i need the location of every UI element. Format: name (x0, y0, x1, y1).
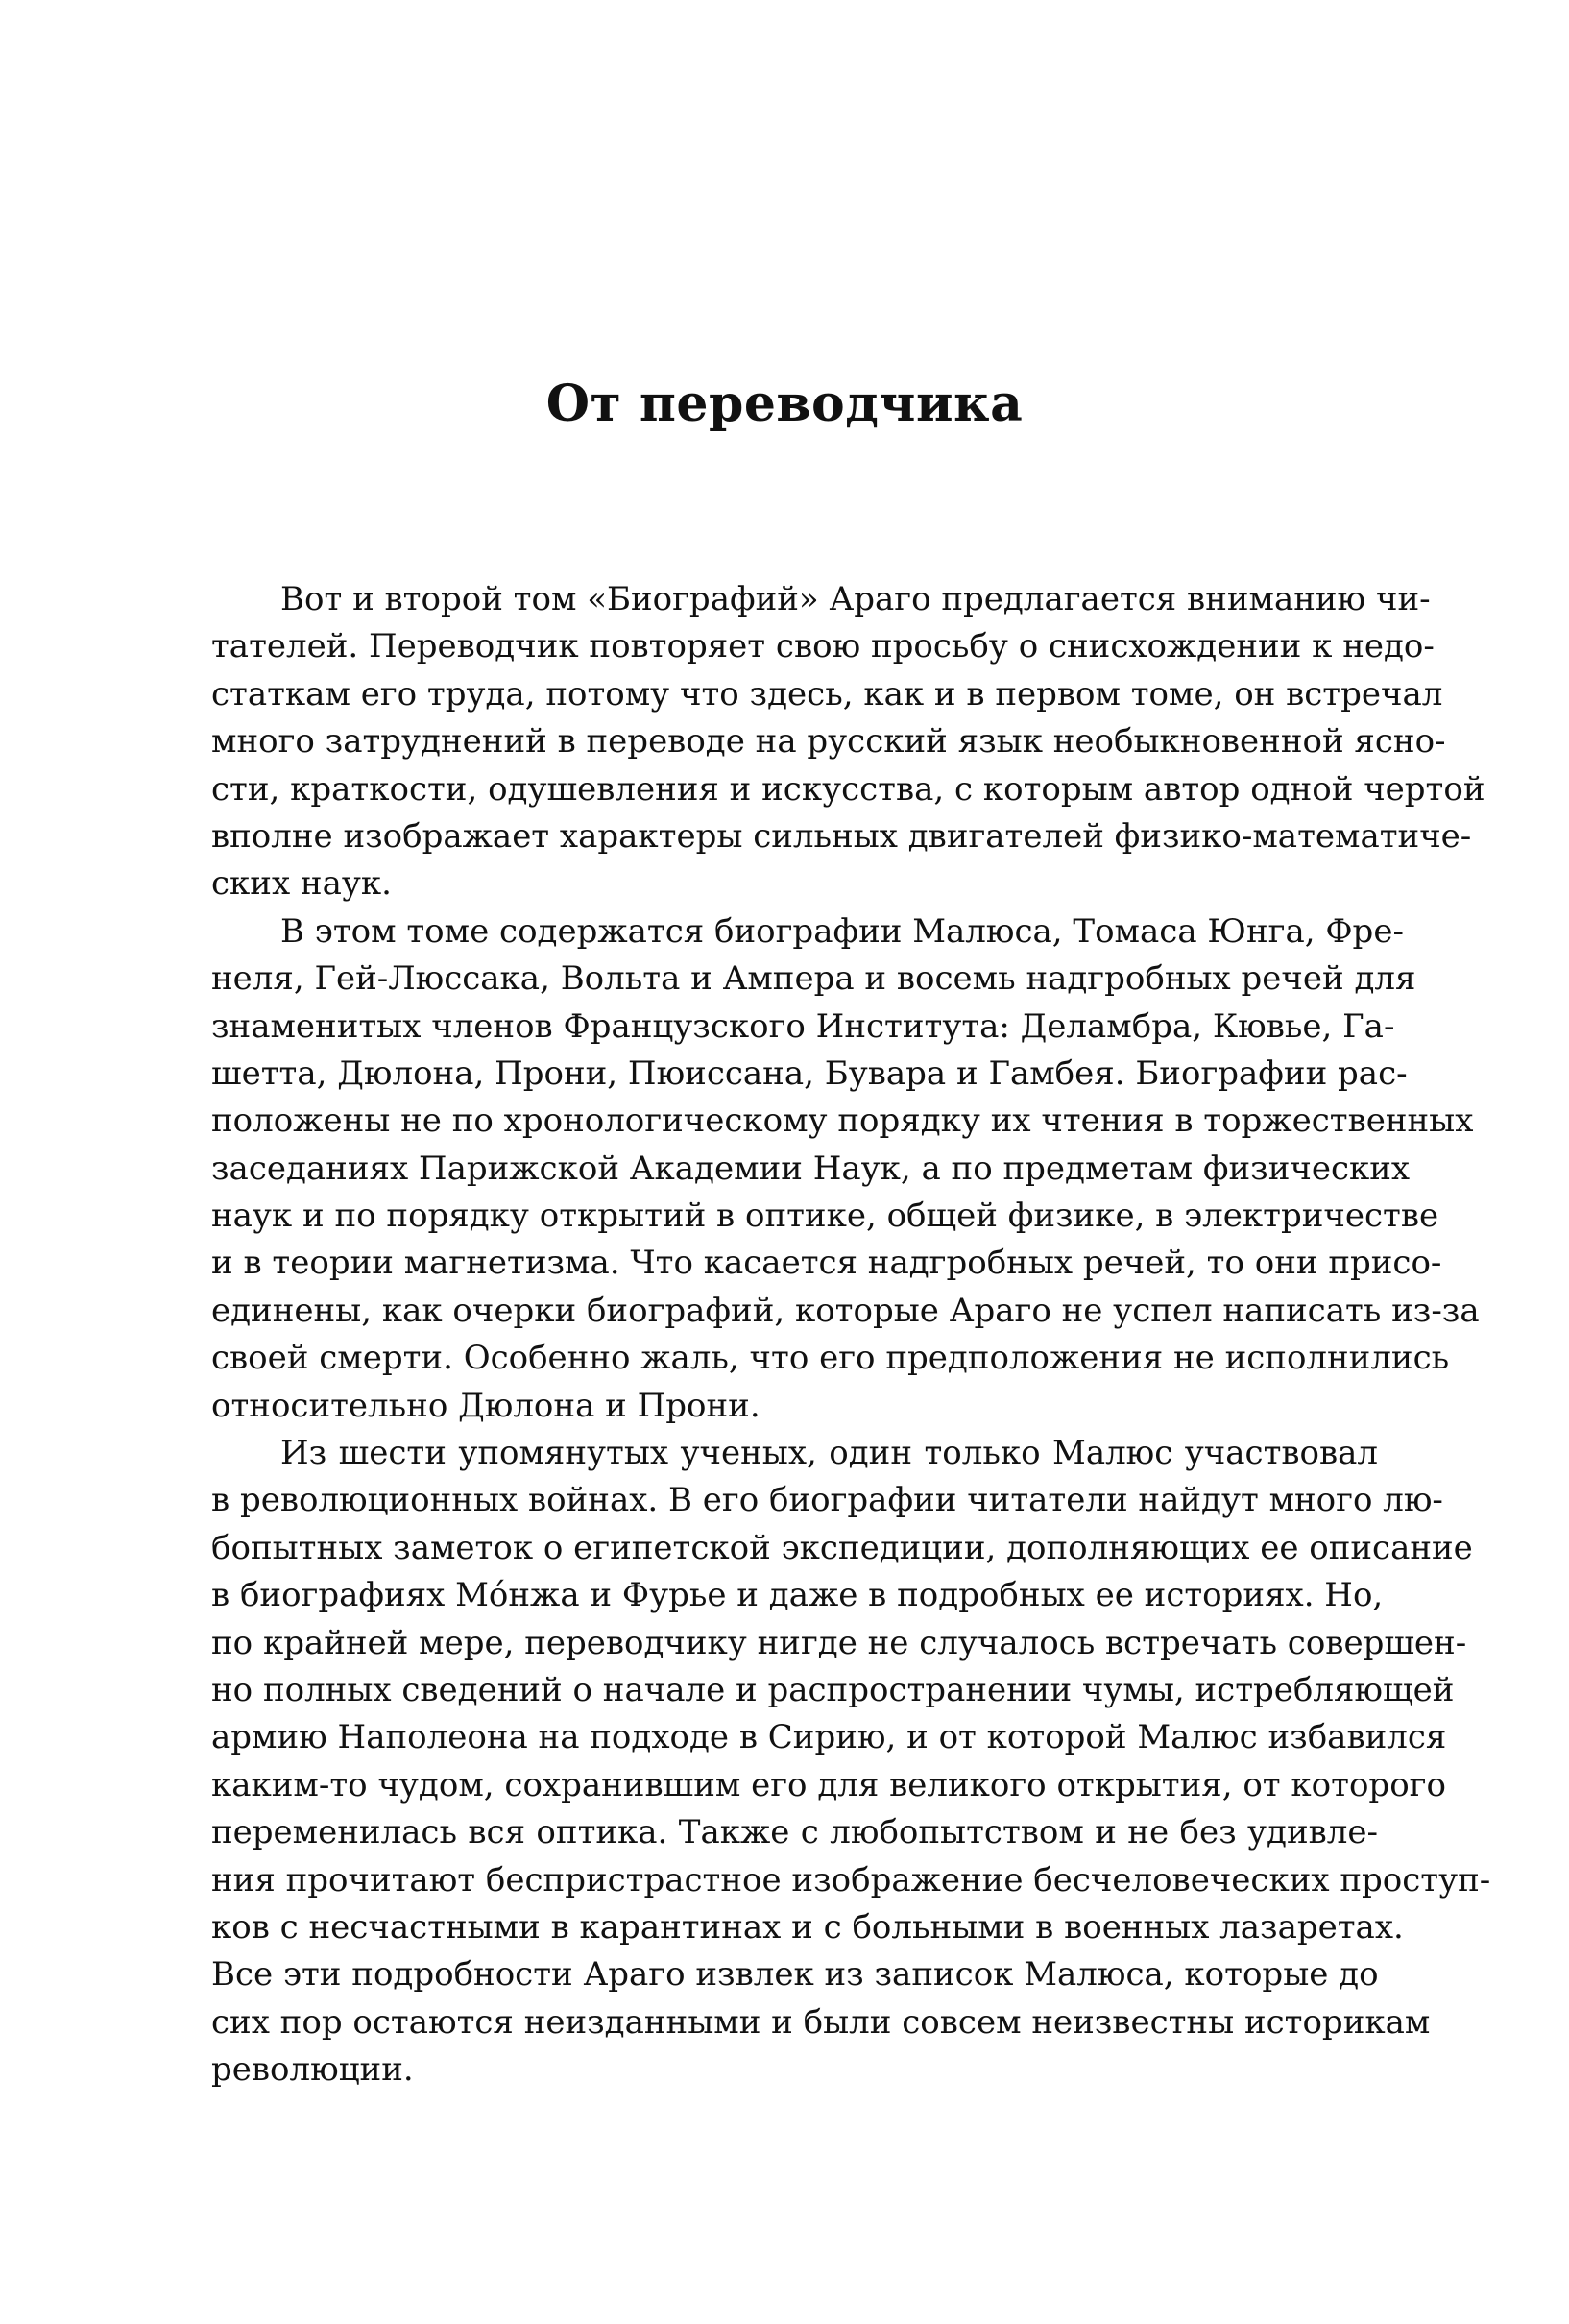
text-line: по крайней мере, переводчику нигде не случалось встречать совершен- (211, 1623, 1467, 1662)
text-line: шетта, Дюлона, Прони, Пюиссана, Бувара и Гамбея. Биографии рас- (211, 1053, 1408, 1093)
text-line: В этом томе содержатся биографии Малюса, Томаса Юнга, Фре- (280, 911, 1404, 951)
text-line: ков с несчастными в карантинах и с больными в военных лазаретах. (211, 1907, 1404, 1947)
page-title: От переводчика (545, 375, 1024, 433)
text-line: Все эти подробности Араго извлек из записок Малюса, которые до (211, 1955, 1379, 1995)
text-line: Из шести упомянутых ученых, один только Малюс участвовал (280, 1434, 1378, 1473)
paragraph-3 (211, 1430, 1491, 2094)
text-line: много затруднений в переводе на русский язык необыкновенной ясно- (211, 722, 1446, 762)
text-line: вполне изображает характеры сильных двигателей физико-математиче- (211, 816, 1472, 856)
text-line: наук и по порядку открытий в оптике, общей физике, в электричестве (211, 1197, 1439, 1236)
text-line: Вот и второй том «Биографий» Араго предлагается вниманию чи- (280, 580, 1431, 618)
text-line: сти, краткости, одушевления и искусства, с которым автор одной чертой (211, 769, 1485, 809)
text-line: но полных сведений о начале и распространении чумы, истребляющей (211, 1670, 1455, 1709)
text-line: бопытных заметок о египетской экспедиции, дополняющих ее описание (211, 1528, 1473, 1567)
text-line: революции. (211, 2050, 414, 2090)
text-line: переменилась вся оптика. Также с любопытством и не без удивле- (211, 1813, 1378, 1852)
text-line: и в теории магнетизма. Что касается надгробных речей, то они присо- (211, 1244, 1442, 1283)
text-line: своей смерти. Особенно жаль, что его предположения не исполнились (211, 1339, 1450, 1378)
text-line: сих пор остаются неизданными и были совсем неизвестны историкам (211, 2002, 1431, 2042)
text-line: единены, как очерки биографий, которые Араго не успел написать из-за (211, 1291, 1480, 1330)
text-line: ских наук. (211, 864, 392, 904)
text-line: в биографиях Мо́нжа и Фурье и даже в подробных ее историях. Но, (211, 1576, 1384, 1615)
paragraph-2 (211, 908, 1480, 1430)
text-line: заседаниях Парижской Академии Наук, а по предметам физических (211, 1149, 1411, 1188)
text-line: относительно Дюлона и Прони. (211, 1386, 760, 1425)
paragraph-1 (211, 576, 1485, 908)
text-line: ния прочитают беспристрастное изображение бесчеловеческих проступ- (211, 1860, 1491, 1900)
text-line: каким-то чудом, сохранившим его для великого открытия, от которого (211, 1765, 1446, 1804)
text-line: армию Наполеона на подходе в Сирию, и от которой Малюс избавился (211, 1718, 1447, 1757)
text-line: тателей. Переводчик повторяет свою просьбу о снисхождении к недо- (211, 627, 1435, 666)
text-line: положены не по хронологическому порядку их чтения в торжественных (211, 1101, 1474, 1141)
text-line: неля, Гей-Люссака, Вольта и Ампера и восемь надгробных речей для (211, 959, 1416, 999)
text-line: в революционных войнах. В его биографии читатели найдут много лю- (211, 1481, 1443, 1520)
text-line: знаменитых членов Французского Института: Деламбра, Кювье, Га- (211, 1006, 1395, 1046)
body-text (211, 576, 1491, 2094)
text-line: статкам его труда, потому что здесь, как и в первом томе, он встречал (211, 674, 1443, 714)
